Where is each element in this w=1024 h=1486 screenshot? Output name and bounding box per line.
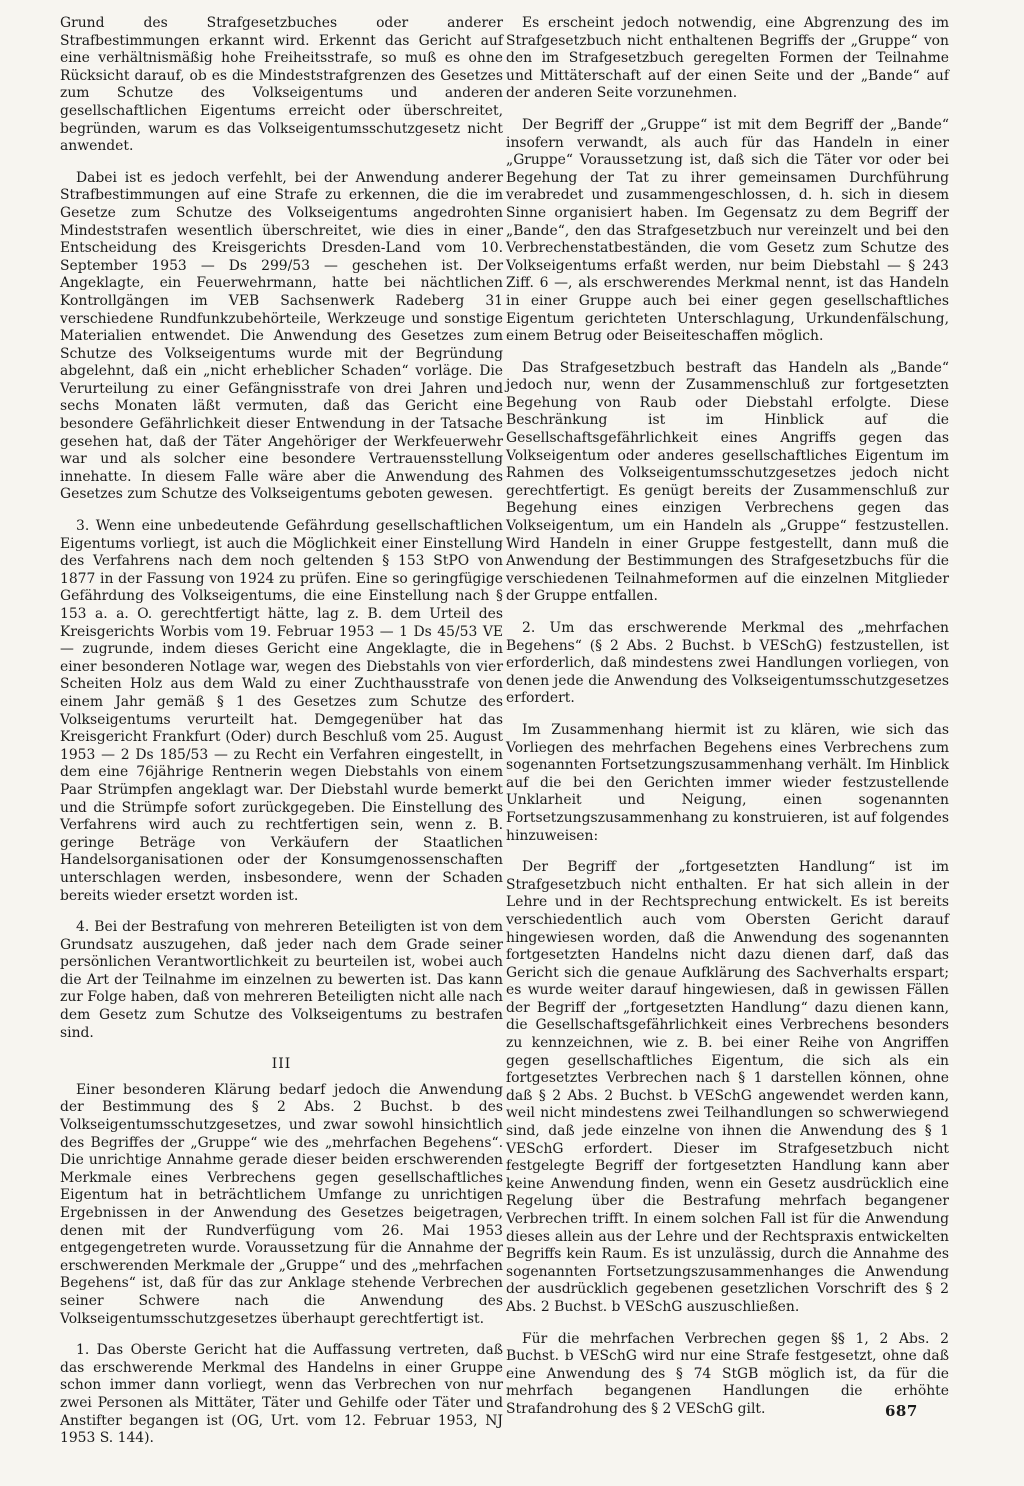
paragraph: 1. Das Oberste Gericht hat die Auffassung vertreten, daß das erschwerende Merkmal des Handelns in einer Gruppe schon immer dann vorliegt, wenn das Verbrechen von nur zwei Personen als Mittäter, Täter und Gehilfe oder Täter und Anstifter begangen ist (OG, Urt. vom 12. Februar 1953, NJ 1953 S. 144).: [60, 1342, 503, 1447]
paragraph: Einer besonderen Klärung bedarf jedoch die Anwendung der Bestimmung des § 2 Abs. 2 Buchst. b des Volkseigentumsschutzgesetzes, und zwar sowohl hinsichtlich des Begriffes der „Gruppe“ wie des „mehrfachen Begehens“. Die unrichtige Annahme gerade dieser beiden erschwerenden Merkmale eines Verbrechens gegen gesellschaftliches Eigentum hat in beträchtlichem Umfange zu unrichtigen Ergebnissen in der Anwendung des Gesetzes beigetragen, denen mit der Rundverfügung vom 26. Mai 1953 entgegengetreten wurde. Voraussetzung für die Annahme der erschwerenden Merkmale der „Gruppe“ und des „mehrfachen Begehens“ ist, daß für das zur Anklage stehende Verbrechen seiner Schwere nach die Anwendung des Volkseigentumsschutzgesetzes überhaupt gerechtfertigt ist.: [60, 1081, 503, 1327]
left-column: [60, 15, 503, 1462]
paragraph: Im Zusammenhang hiermit ist zu klären, wie sich das Vorliegen des mehrfachen Begehens eines Verbrechens zum sogenannten Fortsetzungszusammenhang verhält. Im Hinblick auf die bei den Gerichten immer wieder festzustellende Unklarheit und Neigung, einen sogenannten Fortsetzungszusammenhang zu konstruieren, ist auf folgendes hinzuweisen:: [506, 721, 949, 844]
paragraph: Für die mehrfachen Verbrechen gegen §§ 1, 2 Abs. 2 Buchst. b VESchG wird nur eine Strafe festgesetzt, ohne daß eine Anwendung des § 74 StGB möglich ist, da für die mehrfach begangenen Handlungen die erhöhte Strafandrohung des § 2 VESchG gilt.: [506, 1330, 949, 1417]
paragraph: Der Begriff der „Gruppe“ ist mit dem Begriff der „Bande“ insofern verwandt, als auch für das Handeln in einer „Gruppe“ Voraussetzung ist, daß sich die Täter vor oder bei Begehung der Tat zu ihrer gemeinsamen Durchführung verabredet und zusammengeschlossen, d. h. sich in diesem Sinne organisiert haben. Im Gegensatz zu dem Begriff der „Bande“, den das Strafgesetzbuch nur vereinzelt und bei den Verbrechenstatbeständen, die vom Gesetz zum Schutze des Volkseigentums erfaßt werden, nur beim Diebstahl — § 243 Ziff. 6 —, als erschwerendes Merkmal nennt, ist das Handeln in einer Gruppe auch bei einer gegen gesellschaftliches Eigentum gerichteten Unterschlagung, Urkundenfälschung, einem Betrug oder Beiseiteschaffen möglich.: [506, 116, 949, 345]
section-heading: III: [271, 1056, 292, 1073]
paragraph: Das Strafgesetzbuch bestraft das Handeln als „Bande“ jedoch nur, wenn der Zusammenschluß zur fortgesetzten Begehung von Raub oder Diebstahl erfolgte. Diese Beschränkung ist im Hinblick auf die Gesellschaftsgefährlichkeit eines Angriffs gegen das Volkseigentum oder anderes gesellschaftliches Eigentum im Rahmen des Volkseigentumsschutzgesetzes jedoch nicht gerechtfertigt. Es genügt bereits der Zusammenschluß zur Begehung eines einzigen Verbrechens gegen das Volkseigentum, um ein Handeln als „Gruppe“ festzustellen. Wird Handeln in einer Gruppe festgestellt, dann muß die Anwendung der Bestimmungen des Strafgesetzbuchs für die verschiedenen Teilnahmeformen auf die einzelnen Mitglieder der Gruppe entfallen.: [506, 359, 949, 605]
paragraph: Es erscheint jedoch notwendig, eine Abgrenzung des im Strafgesetzbuch nicht enthaltenen Begriffs der „Gruppe“ von den im Strafgesetzbuch geregelten Formen der Teilnahme und Mittäterschaft auf der einen Seite und der „Bande“ auf der anderen Seite vorzunehmen.: [506, 15, 949, 102]
page-number: 687: [885, 1402, 918, 1420]
paragraph: Grund des Strafgesetzbuches oder anderer Strafbestimmungen erkannt wird. Erkennt das Gericht auf eine verhältnismäßig hohe Freiheitsstrafe, so muß es ohne Rücksicht darauf, ob es die Mindeststrafgrenzen des Gesetzes zum Schutze des Volkseigentums und anderen gesellschaftlichen Eigentums erreicht oder überschreitet, begründen, warum es das Volkseigentumsschutzgesetz nicht anwendet.: [60, 15, 503, 155]
paragraph: 3. Wenn eine unbedeutende Gefährdung gesellschaftlichen Eigentums vorliegt, ist auch die Möglichkeit einer Einstellung des Verfahrens nach dem noch geltenden § 153 StPO von 1877 in der Fassung von 1924 zu prüfen. Eine so geringfügige Gefährdung des Volkseigentums, die eine Einstellung nach § 153 a. a. O. gerechtfertigt hätte, lag z. B. dem Urteil des Kreisgerichts Worbis vom 19. Februar 1953 — 1 Ds 45/53 VE — zugrunde, indem dieses Gericht eine Angeklagte, die in einer besonderen Notlage war, wegen des Diebstahls von vier Scheiten Holz aus dem Wald zu einer Zuchthausstrafe von einem Jahr gemäß § 1 des Gesetzes zum Schutze des Volkseigentums verurteilt hat. Demgegenüber hat das Kreisgericht Frankfurt (Oder) durch Beschluß vom 25. August 1953 — 2 Ds 185/53 — zu Recht ein Verfahren eingestellt, in dem eine 76jährige Rentnerin wegen Diebstahls von einem Paar Strümpfen angeklagt war. Der Diebstahl wurde bemerkt und die Strümpfe sofort zurückgegeben. Die Einstellung des Verfahrens wird auch zu rechtfertigen sein, wenn z. B. geringe Beträge von Verkäufern der Staatlichen Handelsorganisationen oder der Konsumgenossenschaften unterschlagen werden, insbesondere, wenn der Schaden bereits wieder ersetzt worden ist.: [60, 518, 503, 904]
paragraph: Der Begriff der „fortgesetzten Handlung“ ist im Strafgesetzbuch nicht enthalten. Er hat sich allein in der Lehre und in der Rechtsprechung entwickelt. Es ist bereits verschiedentlich auch vom Obersten Gericht darauf hingewiesen worden, daß die Anwendung des sogenannten fortgesetzten Handelns nicht dazu dienen darf, daß das Gericht sich die genaue Aufklärung des Sachverhalts erspart; es wurde weiter darauf hingewiesen, daß in gewissen Fällen der Begriff der „fortgesetzten Handlung“ dazu dienen kann, die Gesellschaftsgefährlichkeit eines Verbrechens besonders zu kennzeichnen, wie z. B. bei einer Reihe von Angriffen gegen gesellschaftliches Eigentum, die sich als ein fortgesetztes Verbrechen nach § 1 darstellen können, ohne daß § 2 Abs. 2 Buchst. b VESchG angewendet werden kann, weil nicht mindestens zwei Teilhandlungen so schwerwiegend sind, daß jede einzelne von ihnen die Anwendung des § 1 VESchG erfordert. Dieser im Strafgesetzbuch nicht festgelegte Begriff der fortgesetzten Handlung kann aber keine Anwendung finden, wenn ein Gesetz ausdrücklich eine Regelung über die Bestrafung mehrfach begangener Verbrechen trifft. In einem solchen Fall ist für die Anwendung dieses allein aus der Lehre und der Rechtspraxis entwickelten Begriffs kein Raum. Es ist unzulässig, durch die Annahme des sogenannten Fortsetzungszusammenhanges die Anwendung der ausdrücklich gegebenen gesetzlichen Vorschrift des § 2 Abs. 2 Buchst. b VESchG auszuschließen.: [506, 859, 949, 1315]
paragraph: 4. Bei der Bestrafung von mehreren Beteiligten ist von dem Grundsatz auszugehen, daß jeder nach dem Grade seiner persönlichen Verantwortlichkeit zu beurteilen ist, wobei auch die Art der Teilnahme im einzelnen zu bewerten ist. Das kann zur Folge haben, daß von mehreren Beteiligten nicht alle nach dem Gesetz zum Schutze des Volkseigentums zu bestrafen sind.: [60, 919, 503, 1041]
paragraph: 2. Um das erschwerende Merkmal des „mehrfachen Begehens“ (§ 2 Abs. 2 Buchst. b VESchG) festzustellen, ist erforderlich, daß mindestens zwei Handlungen vorliegen, von denen jede die Anwendung des Volkseigentumsschutzgesetzes erfordert.: [506, 620, 949, 707]
paragraph: Dabei ist es jedoch verfehlt, bei der Anwendung anderer Strafbestimmungen auf eine Strafe zu erkennen, die die im Gesetze zum Schutze des Volkseigentums angedrohten Mindeststrafen wesentlich überschreitet, wie dies in einer Entscheidung des Kreisgerichts Dresden-Land vom 10. September 1953 — Ds 299/53 — geschehen ist. Der Angeklagte, ein Feuerwehrmann, hatte bei nächtlichen Kontrollgängen im VEB Sachsenwerk Radeberg 31 verschiedene Rundfunkzubehörteile, Werkzeuge und sonstige Materialien entwendet. Die Anwendung des Gesetzes zum Schutze des Volkseigentums wurde mit der Begründung abgelehnt, daß ein „nicht erheblicher Schaden“ vorläge. Die Verurteilung zu einer Gefängnisstrafe von drei Jahren und sechs Monaten läßt vermuten, daß das Gericht eine besondere Gefährlichkeit dieser Entwendung in der Tatsache gesehen hat, daß der Täter Angehöriger der Werkfeuerwehr war und als solcher eine besondere Vertrauensstellung innehatte. In diesem Falle wäre aber die Anwendung des Gesetzes zum Schutze des Volkseigentums geboten gewesen.: [60, 169, 503, 503]
right-column: [506, 15, 949, 1433]
